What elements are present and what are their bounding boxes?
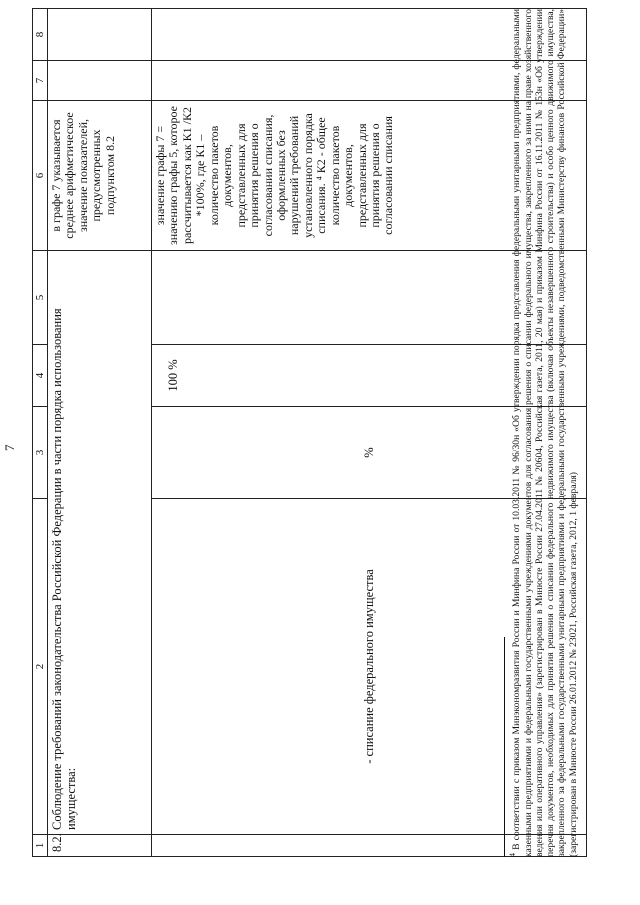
footnote-text: В соответствии с приказом Минэкономразвития России и Минфина России от 10.03.2011 № 96/30н «Об утверждении порядка представления федеральными унитарными предприятиями, федеральными казенными предприятиями и федеральными государственными учреждениями документов для согласования решения о списании федерального имущества, закрепленного за ними на праве хозяйственного ведения или оперативного управления» (зарегистрирован в Минюсте России 27.04.2011 № 20604, Российская газета, 2011, 20 мая) и приказом Минфина России от 16.11.2011 № 153н «Об утверждении перечня документов, необходимых для принятия решения о списании федерального недвижимого имущества (включая объекты незавершенного строительства) и особо ценного движимого имущества, закрепленного за федеральными государственными унитарными предприятиями и федеральными государственными учреждениями, подведомственными Министерству финансов Российской Федерации» (зарегистрирован в Минюсте России 26.01.2012 № 23021, Российская газета, 2012, 1 февраля) bbox=[511, 9, 579, 857]
column-number: 6 bbox=[33, 101, 48, 251]
column-number: 2 bbox=[33, 499, 48, 835]
section-note: в графе 7 указывается среднее арифметическое значение показателей, предусмотренных подпунктом 8.2 bbox=[48, 101, 152, 251]
section-row bbox=[48, 9, 152, 857]
row-name: - списание федерального имущества bbox=[152, 499, 587, 835]
row-target: 100 % bbox=[152, 345, 587, 407]
empty-cell bbox=[48, 61, 152, 101]
page-number: 7 bbox=[2, 444, 17, 451]
column-number: 4 bbox=[33, 345, 48, 407]
column-number: 5 bbox=[33, 251, 48, 345]
row-unit: % bbox=[152, 407, 587, 499]
column-number: 8 bbox=[33, 9, 48, 61]
section-number: 8.2. bbox=[48, 835, 152, 857]
section-title: Соблюдение требований законодательства Российской Федерации в части порядка использования имущества: bbox=[48, 251, 152, 835]
column-number-row bbox=[33, 9, 48, 857]
column-number: 1 bbox=[33, 835, 48, 857]
empty-cell bbox=[48, 9, 152, 61]
column-number: 7 bbox=[33, 61, 48, 101]
footnote bbox=[508, 9, 579, 857]
row-formula: значение графы 7 = значению графы 5, которое рассчитывается как К1 /К2 *100%, где К1 – количество пакетов документов, представленных для принятия решения о согласовании списания, оформленных без нарушений требований установленного порядка списания. ⁴ К2 - общее количество пакетов документов, представленных для принятия решения о согласовании списания bbox=[152, 101, 587, 251]
footnote-mark: 4 bbox=[508, 853, 517, 857]
footnote-divider bbox=[504, 637, 505, 857]
column-number: 3 bbox=[33, 407, 48, 499]
